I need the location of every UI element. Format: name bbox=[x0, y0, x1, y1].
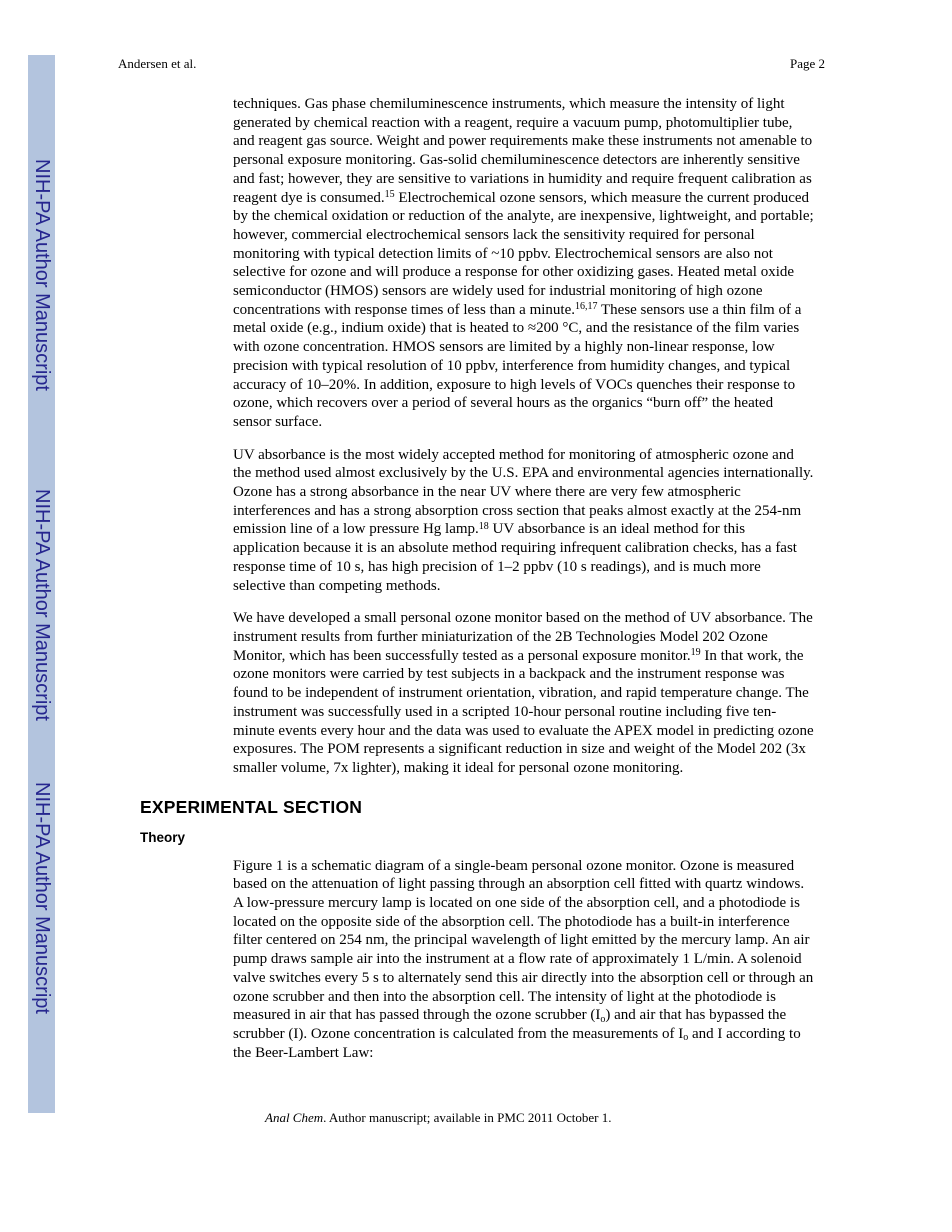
watermark-text-middle: NIH-PA Author Manuscript bbox=[31, 489, 53, 721]
watermark-text-bottom: NIH-PA Author Manuscript bbox=[31, 782, 53, 1014]
intro-paragraph-1: techniques. Gas phase chemiluminescence instruments, which measure the intensity of light generated by chemical reaction with a reagent, require a vacuum pump, photomultiplier tube, and reagent gas source. Weight and power requirements make these instruments not amenable to personal exposure monitoring. Gas-solid chemiluminescence detectors are inherently sensitive and fast; however, they are sensitive to variations in humidity and require frequent calibration as reagent dye is consumed.$^{15}$ Electrochemical ozone sensors, which measure the current produced by the chemical oxidation or reduction of the analyte, are inexpensive, lightweight, and portable; however, commercial electrochemical sensors lack the sensitivity required for personal monitoring with typical detection limits of ~10 ppbv. Electrochemical sensors are also not selective for ozone and will produce a response for other oxidizing gases. Heated metal oxide semiconductor (HMOS) sensors are widely used for industrial monitoring of high ozone concentrations with response times of less than a minute.$^{16,17}$ These sensors use a thin film of a metal oxide (e.g., indium oxide) that is heated to ≈200 °C, and the resistance of the film varies with ozone concentration. HMOS sensors are limited by a highly non-linear response, low precision with typical resolution of 10 ppbv, interference from humidity changes, and typical accuracy of 10–20%. In addition, exposure to high levels of VOCs quenches their response to ozone, which recovers over a period of several hours as the organics “burn off” the heated sensor surface. bbox=[233, 96, 814, 430]
header-page-number: Page 2 bbox=[789, 56, 825, 71]
intro-paragraph-3: We have developed a small personal ozone monitor based on the method of UV absorbance. The instrument results from further miniaturization of the 2B Technologies Model 202 Ozone Monitor, which has been successfully tested as a personal exposure monitor.$^{19}$ In that work, the ozone monitors were carried by test subjects in a backpack and the instrument response was found to be independent of instrument orientation, vibration, and rapid temperature change. The instrument was successfully used in a scripted 10-hour personal routine including five ten-minute events every hour and the data was used to evaluate the APEX model in predicting ozone exposures. The POM represents a significant reduction in size and weight of the Model 202 (3x smaller volume, 7x lighter), making it ideal for personal ozone monitoring. bbox=[233, 610, 814, 776]
watermark-text-top: NIH-PA Author Manuscript bbox=[31, 159, 53, 391]
header-author: Andersen et al. bbox=[118, 56, 197, 71]
section-heading-experimental: EXPERIMENTAL SECTION bbox=[140, 796, 363, 817]
footer-citation: Anal Chem. Author manuscript; available in PMC 2011 October 1. bbox=[265, 1110, 612, 1125]
theory-paragraph: Figure 1 is a schematic diagram of a single-beam personal ozone monitor. Ozone is measured based on the attenuation of light passing through an absorption cell fitted with quartz windows. A low-pressure mercury lamp is located on one side of the absorption cell, and a photodiode is located on the opposite side of the absorption cell. The photodiode has a built-in interference filter centered on 254 nm, the principal wavelength of light emitted by the mercury lamp. An air pump draws sample air into the instrument at a flow rate of approximately 1 L/min. A solenoid valve switches every 5 s to alternately send this air directly into the absorption cell or through an ozone scrubber and then into the absorption cell. The intensity of light at the photodiode is measured in air that has passed through the ozone scrubber $(I_o)$ and air that has bypassed the scrubber (I). Ozone concentration is calculated from the measurements of $I_o$ and I according to the Beer-Lambert Law: bbox=[233, 857, 814, 1061]
intro-paragraph-2: UV absorbance is the most widely accepted method for monitoring of atmospheric ozone and the method used almost exclusively by the U.S. EPA and environmental agencies internationally. Ozone has a strong absorbance in the near UV where there are very few atmospheric interferences and has a strong absorption cross section that peaks almost exactly at the 254-nm emission line of a low pressure Hg lamp.$^{18}$ UV absorbance is an ideal method for this application because it is an absolute method requiring infrequent calibration checks, has a fast response time of 10 s, has high precision of 1–2 ppbv (10 s readings), and is much more selective than competing methods. bbox=[233, 446, 814, 594]
article-body bbox=[140, 95, 818, 1062]
subsection-heading-theory: Theory bbox=[140, 829, 186, 845]
